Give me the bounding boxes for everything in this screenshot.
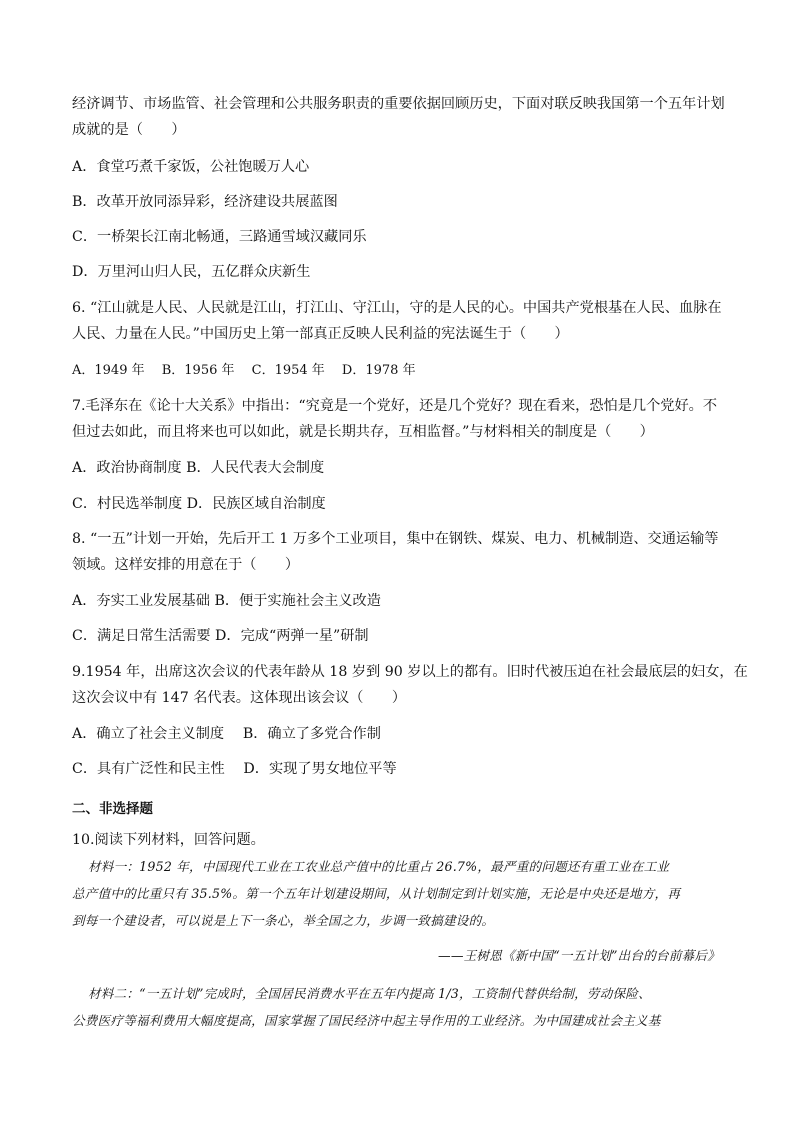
q7-stem-line2: 但过去如此，而且将来也可以如此，就是长期共存，互相监督。”与材料相关的制度是（ ） (72, 424, 654, 440)
q6-stem-line2: 人民、力量在人民。”中国历史上第一部真正反映人民利益的宪法诞生于（ ） (72, 326, 569, 342)
q5-option-c: C．一桥架长江南北畅通，三路通雪域汉藏同乐 (72, 229, 367, 245)
q9-stem-line1: 9.1954 年，出席这次会议的代表年龄从 18 岁到 90 岁以上的都有。旧时代被压迫在社会最底层的妇女，在 (72, 664, 748, 680)
q9-options-cd: C．具有广泛性和民主性 D．实现了男女地位平等 (72, 761, 397, 777)
q10-stem: 10.阅读下列材料，回答问题。 (72, 832, 265, 848)
q5-stem-line2: 成就的是（ ） (72, 122, 186, 138)
q10-material2-line2: 公费医疗等福利费用大幅度提高，国家掌握了国民经济中起主导作用的工业经济。为中国建成社会主义基 (72, 1013, 661, 1028)
q8-options-cd: C．满足日常生活需要 D．完成“两弹一星”研制 (72, 628, 369, 644)
q8-stem-line1: 8. “一五”计划一开始，先后开工 1 万多个工业项目，集中在钢铁、煤炭、电力、机械制造、交通运输等 (72, 531, 719, 547)
q7-options-cd: C．村民选举制度 D．民族区域自治制度 (72, 496, 326, 512)
q8-options-ab: A．夯实工业发展基础 B．便于实施社会主义改造 (72, 593, 381, 609)
q6-stem-line1: 6. “江山就是人民、人民就是江山，打江山、守江山，守的是人民的心。中国共产党根基在人民、血脉在 (72, 300, 722, 316)
section-heading: 二、非选择题 (72, 801, 153, 817)
q6-options: A．1949 年 B．1956 年 C．1954 年 D．1978 年 (72, 363, 416, 378)
q9-stem-line2: 这次会议中有 147 名代表。这体现出该会议（ ） (72, 690, 407, 706)
q9-options-ab: A．确立了社会主义制度 B．确立了多党合作制 (72, 726, 381, 742)
q5-option-a: A．食堂巧煮千家饭，公社饱暖万人心 (72, 159, 310, 175)
q10-material1-line3: 到每一个建设者，可以说是上下一条心，举全国之力，步调一致搞建设的。 (72, 913, 495, 928)
q5-option-b: B．改革开放同添异彩，经济建设共展蓝图 (72, 194, 338, 210)
q10-material1-source: ——王树恩《新中国“一五计划”出台的台前幕后》 (438, 948, 720, 963)
q10-material1-line2: 总产值中的比重只有 35.5%。第一个五年计划建设期间，从计划制定到计划实施，无论是中央还是地方，再 (72, 886, 681, 901)
q8-stem-line2: 领域。这样安排的用意在于（ ） (72, 557, 300, 573)
q10-material1-line1: 材料一：1952 年，中国现代工业在工农业总产值中的比重占 26.7%，最严重的问题还有重工业在工业 (88, 859, 670, 874)
q7-stem-line1: 7.毛泽东在《论十大关系》中指出：“究竟是一个党好，还是几个党好？现在看来，恐怕是几个党好。不 (72, 398, 718, 414)
q7-options-ab: A．政治协商制度 B．人民代表大会制度 (72, 460, 325, 476)
q10-material2-line1: 材料二：“一五计划”完成时，全国居民消费水平在五年内提高 1/3，工资制代替供给制，劳动保险、 (88, 986, 651, 1001)
q5-stem-line1: 经济调节、市场监管、社会管理和公共服务职责的重要依据回顾历史，下面对联反映我国第一个五年计划 (72, 96, 725, 112)
q5-option-d: D．万里河山归人民，五亿群众庆新生 (72, 264, 311, 280)
